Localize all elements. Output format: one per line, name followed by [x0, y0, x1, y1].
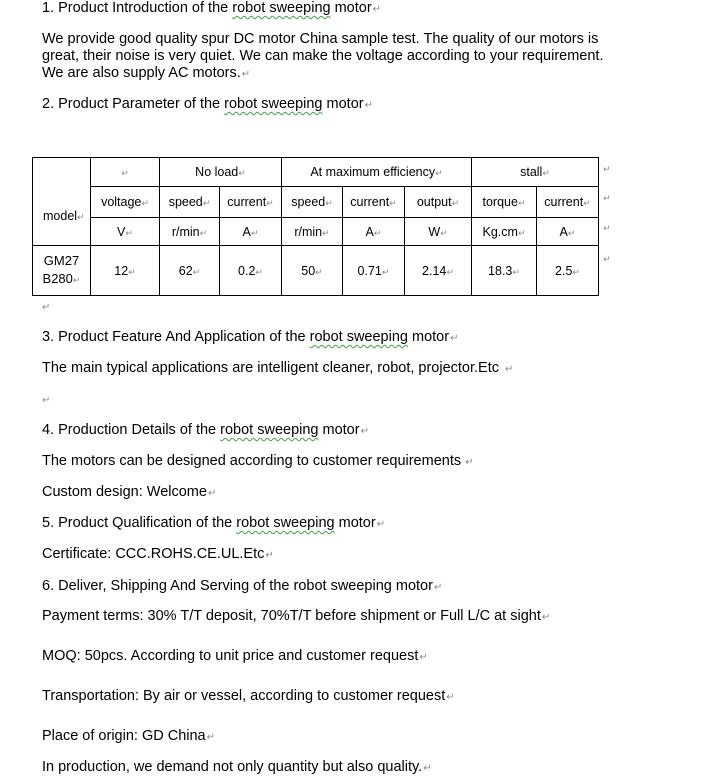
moq-text: MOQ: 50pcs. According to unit price and customer request: [42, 648, 419, 664]
paragraph-mark-icon: ↵: [265, 550, 274, 561]
unit-speed-maxeff: r/min↵: [282, 218, 343, 246]
paragraph-mark-icon: ↵: [372, 4, 382, 15]
parameter-table: [32, 157, 599, 296]
paragraph-mark-icon: ↵: [206, 732, 215, 743]
section-6-heading: [42, 578, 442, 596]
heading-suffix: motor: [322, 96, 364, 112]
unit-current-stall: A↵: [537, 218, 599, 246]
certificate-text: Certificate: CCC.ROHS.CE.UL.Etc: [42, 546, 265, 562]
custom-design-text: Custom design: Welcome: [42, 484, 207, 500]
paragraph-mark-icon: ↵: [450, 333, 459, 344]
heading-suffix: motor: [330, 0, 372, 16]
cell-torque-stall: 18.3↵: [472, 246, 537, 296]
paragraph-mark-icon: ↵: [446, 692, 455, 703]
payment-line: [42, 608, 550, 626]
transportation-line: [42, 688, 455, 706]
unit-output-maxeff: W↵: [405, 218, 472, 246]
paragraph-mark-icon: ↵: [505, 364, 514, 375]
details-line: [42, 453, 474, 471]
header-current-maxeff: current↵: [343, 187, 405, 218]
underlined-term: robot sweeping: [224, 96, 323, 112]
cell-current-stall: 2.5↵: [537, 246, 599, 296]
applications-text: The main typical applications are intelligent cleaner, robot, projector.Etc: [42, 360, 499, 376]
heading-text: 5. Product Qualification of the: [42, 515, 237, 531]
cell-blank-top: [33, 158, 91, 187]
underlined-term: robot sweeping: [232, 0, 331, 16]
row-mark-icon: ↵: [603, 254, 611, 264]
header-no-load: No load↵: [160, 158, 282, 187]
paragraph-mark-icon: ↵: [433, 582, 443, 593]
section-4-heading: [42, 422, 369, 440]
moq-line: [42, 648, 428, 666]
empty-paragraph-mark-icon: ↵: [42, 395, 51, 406]
unit-current-maxeff: A↵: [343, 218, 405, 246]
heading-text: 1. Product Introduction of the: [42, 0, 233, 16]
applications-line: [42, 360, 513, 378]
heading-text: 6. Deliver, Shipping And Serving of the robot sweeping motor: [42, 578, 433, 594]
origin-line: [42, 728, 215, 746]
heading-text: 2. Product Parameter of the: [42, 96, 225, 112]
section-2-heading: [42, 96, 373, 114]
underlined-term: robot sweeping: [236, 515, 335, 531]
row-mark-icon: ↵: [603, 193, 611, 203]
heading-suffix: motor: [334, 515, 376, 531]
header-max-efficiency: At maximum efficiency↵: [282, 158, 472, 187]
cell-mark-icon: ↵: [121, 168, 129, 178]
heading-suffix: motor: [318, 422, 360, 438]
transportation-text: Transportation: By air or vessel, according to customer request: [42, 688, 446, 704]
quality-text: In production, we demand not only quantity but also quality.: [42, 759, 423, 775]
underlined-term: robot sweeping: [309, 329, 408, 345]
intro-text: We provide good quality spur DC motor China sample test. The quality of our motors is great, their noise is very quiet. We can make the voltage according to your requirement. We are also supply AC motors.: [42, 31, 604, 81]
payment-text: Payment terms: 30% T/T deposit, 70%T/T before shipment or Full L/C at sight: [42, 608, 541, 624]
certificate-line: [42, 546, 274, 564]
cell-model: GM27 B280↵: [33, 246, 91, 296]
cell-current-noload: 0.2↵: [220, 246, 282, 296]
header-torque-stall: torque↵: [472, 187, 537, 218]
paragraph-mark-icon: ↵: [360, 426, 369, 437]
header-speed-noload: speed↵: [160, 187, 220, 218]
underlined-term: robot sweeping: [220, 422, 319, 438]
unit-speed-noload: r/min↵: [160, 218, 220, 246]
origin-text: Place of origin: GD China: [42, 728, 206, 744]
paragraph-mark-icon: ↵: [376, 519, 386, 530]
heading-suffix: motor: [407, 329, 450, 345]
paragraph-mark-icon: ↵: [241, 69, 251, 80]
empty-paragraph-mark-icon: ↵: [42, 302, 51, 313]
paragraph-mark-icon: ↵: [207, 488, 217, 499]
section-3-heading: [42, 329, 458, 347]
cell-output-maxeff: 2.14↵: [405, 246, 472, 296]
header-speed-maxeff: speed↵: [282, 187, 343, 218]
paragraph-mark-icon: ↵: [419, 652, 428, 663]
heading-text: 4. Production Details of the: [42, 422, 221, 438]
header-voltage: voltage↵: [91, 187, 160, 218]
row-mark-icon: ↵: [603, 223, 611, 233]
row-mark-icon: ↵: [603, 164, 611, 174]
details-text: The motors can be designed according to customer requirements: [42, 453, 462, 469]
unit-torque-stall: Kg.cm↵: [472, 218, 537, 246]
cell-voltage: 12↵: [91, 246, 160, 296]
paragraph-mark-icon: ↵: [465, 457, 474, 468]
section-5-heading: [42, 515, 385, 533]
header-current-noload: current↵: [220, 187, 282, 218]
paragraph-mark-icon: ↵: [541, 612, 551, 623]
unit-current-noload: A↵: [220, 218, 282, 246]
cell-current-maxeff: 0.71↵: [343, 246, 405, 296]
header-stall: stall↵: [472, 158, 599, 187]
paragraph-mark-icon: ↵: [423, 763, 432, 774]
intro-paragraph: [42, 31, 617, 83]
header-output-maxeff: output↵: [405, 187, 472, 218]
heading-text: 3. Product Feature And Application of the: [42, 329, 310, 345]
paragraph-mark-icon: ↵: [364, 100, 373, 111]
section-1-heading: [42, 0, 381, 18]
header-model: model↵: [33, 187, 91, 246]
header-current-stall: current↵: [537, 187, 599, 218]
custom-design-line: [42, 484, 216, 502]
cell-speed-maxeff: 50↵: [282, 246, 343, 296]
unit-voltage: V↵: [91, 218, 160, 246]
cell-blank-voltage: [91, 158, 160, 187]
cell-speed-noload: 62↵: [160, 246, 220, 296]
quality-line: [42, 759, 432, 777]
